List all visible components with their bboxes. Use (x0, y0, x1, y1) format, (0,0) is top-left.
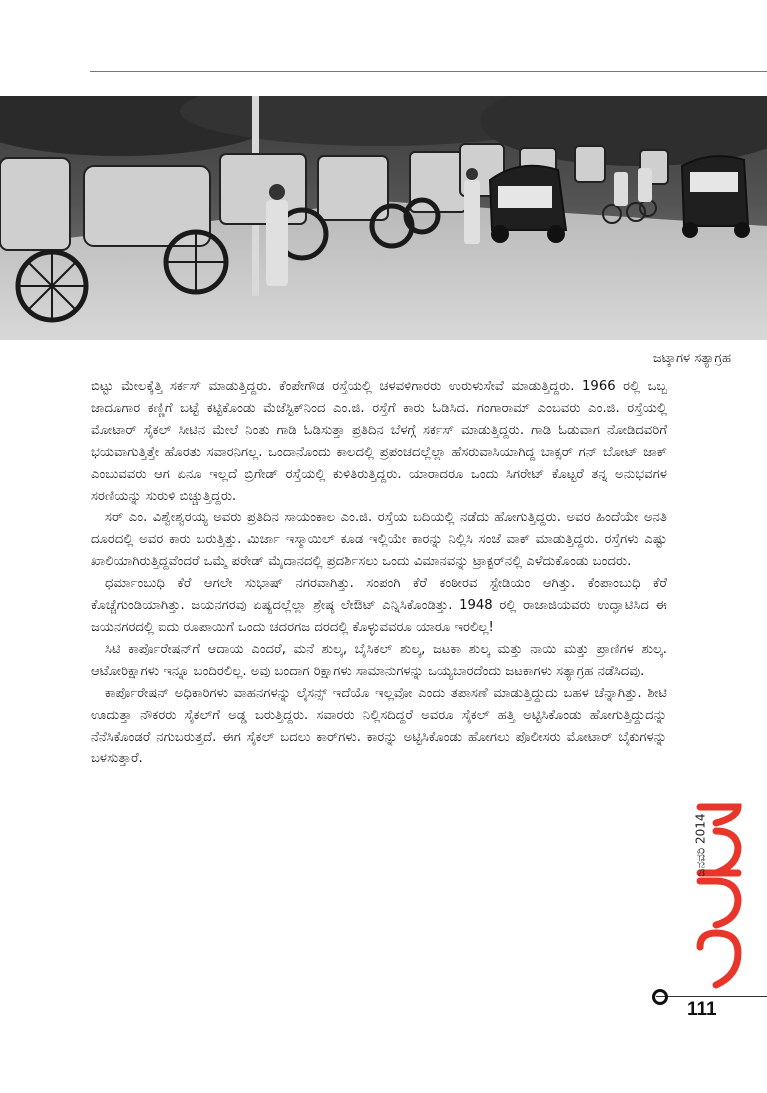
paragraph: ಸರ್ ಎಂ. ವಿಶ್ವೇಶ್ವರಯ್ಯ ಅವರು ಪ್ರತಿದಿನ ಸಾಯಂಕಾಲ ಎಂ.ಜಿ. ರಸ್ತೆಯ ಬದಿಯಲ್ಲಿ ನಡೆದು ಹೋಗುತ್ತಿದ್ದರು. ಅವರ ಹಿಂದೆಯೇ ಅನತಿ ದೂರದಲ್ಲಿ ಅವರ ಕಾರು ಬರುತ್ತಿತ್ತು. ಮಿರ್ಜಾ ಇಸ್ಮಾಯಿಲ್ ಕೂಡ ಇಲ್ಲಿಯೇ ಕಾರನ್ನು ನಿಲ್ಲಿಸಿ ಸಂಜೆ ವಾಕ್ ಮಾಡುತ್ತಿದ್ದರು. ರಸ್ತೆಗಳು ಎಷ್ಟು ಖಾಲಿಯಾಗಿರುತ್ತಿದ್ದವೆಂದರೆ ಒಮ್ಮೆ ಪರೇಡ್ ಮೈದಾನದಲ್ಲಿ ಪ್ರದರ್ಶಿಸಲು ಒಂದು ವಿಮಾನವನ್ನು ಟ್ರಾಕ್ಟರ್‌ನಲ್ಲಿ ಎಳೆದುಕೊಂಡು ಬಂದರು. (91, 510, 667, 570)
paragraph: ಬಿಟ್ಟು ಮೇಲಕ್ಕೆತ್ತಿ ಸರ್ಕಸ್ ಮಾಡುತ್ತಿದ್ದರು. ಕೆಂಪೇಗೌಡ ರಸ್ತೆಯಲ್ಲಿ ಚಳವಳಿಗಾರರು ಉರುಳುಸೇವೆ ಮಾಡುತ್ತಿದ್ದರು. 1966 ರಲ್ಲಿ ಒಬ್ಬ ಜಾದೂಗಾರ ಕಣ್ಣಿಗೆ ಬಟ್ಟೆ ಕಟ್ಟಿಕೊಂಡು ಮೆಜೆಸ್ಟಿಕ್‌ನಿಂದ ಎಂ.ಜಿ. ರಸ್ತೆಗೆ ಕಾರು ಓಡಿಸಿದ. ಗಂಗಾರಾಮ್ ಎಂಬವರು ಎಂ.ಜಿ. ರಸ್ತೆಯಲ್ಲಿ ಮೋಟಾರ್ ಸೈಕಲ್ ಸೀಟಿನ ಮೇಲೆ ನಿಂತು ಗಾಡಿ ಓಡಿಸುತ್ತಾ ಪ್ರತಿದಿನ ಬೆಳಗ್ಗೆ ಸರ್ಕಸ್ ಮಾಡುತ್ತಿದ್ದರು. ಗಾಡಿ ಓಡುವಾಗ ನೋಡಿದವರಿಗೆ ಭಯವಾಗುತ್ತಿತ್ತೇ ಹೊರತು ಸವಾರನಿಗಲ್ಲ. ಒಂದಾನೊಂದು ಕಾಲದಲ್ಲಿ ಪ್ರಪಂಚದಲ್ಲೆಲ್ಲಾ ಹೆಸರುವಾಸಿಯಾಗಿದ್ದ ಬಾಕ್ಸರ್ ಗನ್ ಬೋಟ್ ಜಾಕ್ ಎಂಬುವವರು ಆಗ ಏನೂ ಇಲ್ಲದೆ ಬ್ರಿಗೇಡ್ ರಸ್ತೆಯಲ್ಲಿ ಕುಳಿತಿರುತ್ತಿದ್ದರು. ಯಾರಾದರೂ ಒಂದು ಸಿಗರೇಟ್ ಕೊಟ್ಟರೆ ತನ್ನ ಅನುಭವಗಳ ಸರಣಿಯನ್ನು ಸುರುಳಿ ಬಿಚ್ಚುತ್ತಿದ್ದರು. (91, 379, 667, 504)
paragraph: ಧರ್ಮಾಂಬುಧಿ ಕೆರೆ ಆಗಲೇ ಸುಭಾಷ್ ನಗರವಾಗಿತ್ತು. ಸಂಪಂಗಿ ಕೆರೆ ಕಂಠೀರವ ಸ್ಟೇಡಿಯಂ ಆಗಿತ್ತು. ಕೆಂಪಾಂಬುಧಿ ಕೆರೆ ಕೊಚ್ಚೆಗುಂಡಿಯಾಗಿತ್ತು. ಜಯನಗರವು ಏಷ್ಯದಲ್ಲೆಲ್ಲಾ ಶ್ರೇಷ್ಠ ಲೇಔಟ್ ಎನ್ನಿಸಿಕೊಂಡಿತ್ತು. 1948 ರಲ್ಲಿ ರಾಜಾಜಿಯವರು ಉದ್ಘಾಟಿಸಿದ ಈ ಜಯನಗರದಲ್ಲಿ ಐದು ರೂಪಾಯಿಗೆ ಒಂದು ಚದರಗಜ ದರದಲ್ಲಿ ಕೊಳ್ಳುವವರೂ ಯಾರೂ ಇರಲಿಲ್ಲ! (91, 576, 667, 635)
paragraph: ಸಿಟಿ ಕಾರ್ಪೊರೇಷನ್‌ಗೆ ಆದಾಯ ಎಂದರೆ, ಮನೆ ಶುಲ್ಕ, ಬೈಸಿಕಲ್ ಶುಲ್ಕ, ಜಟಕಾ ಶುಲ್ಕ ಮತ್ತು ನಾಯಿ ಮತ್ತು ಪ್ರಾಣಿಗಳ ಶುಲ್ಕ. ಆಟೋರಿಕ್ಷಾಗಳು ಇನ್ನೂ ಬಂದಿರಲಿಲ್ಲ. ಅವು ಬಂದಾಗ ರಿಕ್ಷಾಗಳು ಸಾಮಾನುಗಳನ್ನು ಒಯ್ಯಬಾರದೆಂದು ಜಟಕಾಗಳು ಸತ್ಯಾಗ್ರಹ ನಡೆಸಿದವು. (91, 641, 667, 679)
header-rule (90, 71, 767, 72)
issue-date-text: ಜನವರಿ 2014 (693, 813, 708, 877)
page-number: 111 (687, 999, 717, 1020)
jutka-street-photo (0, 96, 767, 340)
page-circle-icon (652, 989, 668, 1005)
footer-rule (656, 996, 767, 997)
article-body (91, 376, 667, 770)
paragraph: ಕಾರ್ಪೊರೇಷನ್ ಅಧಿಕಾರಿಗಳು ವಾಹನಗಳನ್ನು ಲೈಸನ್ಸ್ ಇದೆಯೊ ಇಲ್ಲವೋ ಎಂದು ತಪಾಸಣೆ ಮಾಡುತ್ತಿದ್ದುದು ಬಹಳ ಚೆನ್ನಾಗಿತ್ತು. ಶೀಟಿ ಊದುತ್ತಾ ನೌಕರರು ಸೈಕಲ್‌ಗೆ ಅಡ್ಡ ಬರುತ್ತಿದ್ದರು. ಸವಾರರು ನಿಲ್ಲಿಸದಿದ್ದರೆ ಅವರೂ ಸೈಕಲ್ ಹತ್ತಿ ಅಟ್ಟಿಸಿಕೊಂಡು ಹೋಗುತ್ತಿದ್ದುದನ್ನು ನೆನೆಸಿಕೊಂಡರೆ ನಗುಬರುತ್ತದೆ. ಈಗ ಸೈಕಲ್ ಬದಲು ಕಾರ್‌ಗಳು. ಕಾರನ್ನು ಅಟ್ಟಿಸಿಕೊಂಡು ಹೋಗಲು ಪೊಲೀಸರು ಮೋಟಾರ್ ಬೈಕುಗಳನ್ನು ಬಳಸುತ್ತಾರೆ. (91, 685, 667, 767)
photo-caption: ಜಟ್ಕಾಗಳ ಸತ್ಯಾಗ್ರಹ (652, 351, 731, 366)
issue-date (694, 810, 708, 880)
